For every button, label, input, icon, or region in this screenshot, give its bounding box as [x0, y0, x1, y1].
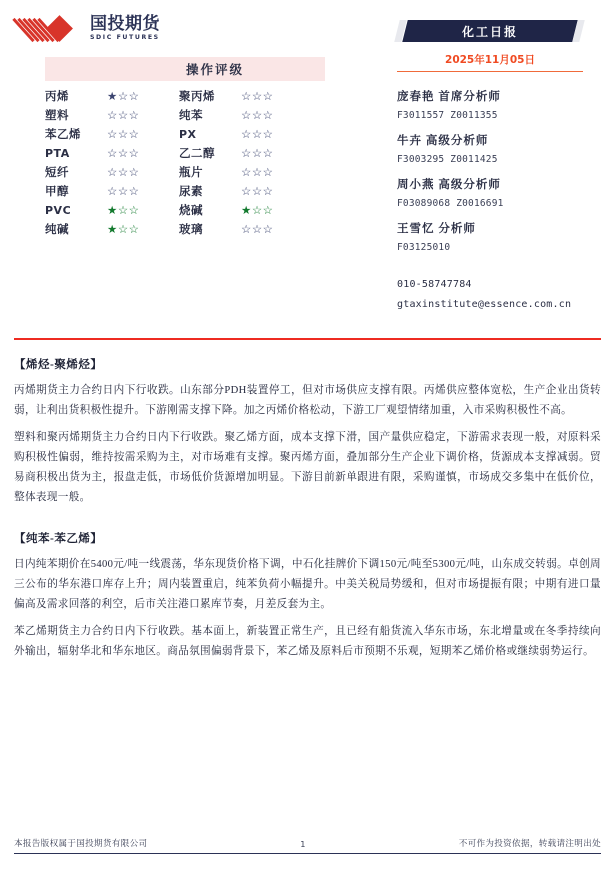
rating-label-丙烯: 丙烯 — [45, 91, 69, 103]
rating-label-玻璃: 玻璃 — [179, 224, 203, 236]
operation-rating-title-bar — [45, 57, 325, 81]
section-paragraph: 苯乙烯期货主力合约日内下行收跌。基本面上，新装置正常生产，且已经有船货流入华东市场，东北增量或在冬季持续向外输出，辐射华北和华东地区。商品氛围偏弱背景下，苯乙烯及原料后市预期不乐观，短期苯乙烯价格或继续弱势运行。 — [14, 626, 601, 657]
rating-label-纯苯: 纯苯 — [179, 110, 203, 122]
banner-title: 化工日报 — [461, 24, 518, 39]
section-paragraph: 日内纯苯期价在5400元/吨一线震荡，华东现货价格下调，中石化挂牌价下调150元/吨至5300元/吨，山东成交转弱。卓创周三公布的华东港口库存上升；周内装置重启，纯苯负荷小幅提升。中美关税局势缓和，但对市场提振有限；中期有进口量偏高及需求回落的利空，后市关注港口累库节奏，月差反套为主。 — [14, 559, 601, 610]
rating-stars-短纤: ☆☆☆ — [107, 167, 140, 179]
analyst-name: 牛卉 高级分析师 — [397, 135, 489, 147]
report-date: 2025年11月05日 — [397, 52, 583, 72]
rating-stars-PVC: ★☆☆ — [107, 205, 140, 217]
footer-page-number: 1 — [300, 839, 306, 849]
rating-label-塑料: 塑料 — [45, 110, 69, 122]
analyst-license-code: F03089068 Z0016691 — [397, 198, 504, 209]
section-heading: 【烯烃-聚烯烃】 — [14, 359, 103, 371]
rating-stars-塑料: ☆☆☆ — [107, 110, 140, 122]
report-section — [14, 356, 601, 508]
rating-stars-PTA: ☆☆☆ — [107, 148, 140, 160]
rating-label-甲醇: 甲醇 — [45, 186, 69, 198]
rating-label-PX: PX — [179, 127, 197, 141]
rating-stars-纯苯: ☆☆☆ — [241, 110, 274, 122]
report-type-banner — [397, 20, 583, 42]
rating-stars-苯乙烯: ☆☆☆ — [107, 129, 140, 141]
contact-phone[interactable]: 010-58747784 — [397, 279, 472, 290]
contact-email[interactable]: gtaxinstitute@essence.com.cn — [397, 299, 572, 310]
rating-stars-瓶片: ☆☆☆ — [241, 167, 274, 179]
analyst-list — [397, 88, 612, 310]
rating-stars-PX: ☆☆☆ — [241, 129, 274, 141]
analyst-name: 周小燕 高级分析师 — [397, 179, 501, 191]
rating-stars-聚丙烯: ☆☆☆ — [241, 91, 274, 103]
rating-stars-烧碱: ★☆☆ — [241, 205, 274, 217]
analyst-name: 王雪忆 分析师 — [397, 223, 476, 235]
report-body — [14, 356, 601, 684]
section-heading: 【纯苯-苯乙烯】 — [14, 533, 103, 545]
operation-rating-grid — [45, 88, 325, 237]
rating-label-瓶片: 瓶片 — [179, 167, 203, 179]
operation-rating-title: 操作评级 — [185, 63, 244, 77]
logo-mark-icon — [22, 16, 84, 42]
operation-rating-card — [45, 57, 325, 237]
rating-stars-甲醇: ☆☆☆ — [107, 186, 140, 198]
rating-label-纯碱: 纯碱 — [45, 224, 69, 236]
rating-label-聚丙烯: 聚丙烯 — [179, 91, 215, 103]
analyst-license-code: F3011557 Z0011355 — [397, 110, 498, 121]
rating-stars-尿素: ☆☆☆ — [241, 186, 274, 198]
logo-name-en: SDIC FUTURES — [90, 34, 160, 42]
footer-copyright: 本报告版权属于国投期货有限公司 — [14, 838, 148, 848]
footer-disclaimer: 不可作为投资依据，转载请注明出处 — [458, 838, 601, 848]
section-paragraph: 塑料和聚丙烯期货主力合约日内下行收跌。聚乙烯方面，成本支撑下滑，国产量供应稳定，下游需求表现一般，对原料采购积极性偏弱，维持按需采购为主，对市场难有支撑。聚丙烯方面，叠加部分生产企业下调价格，货源成本支撑减弱。贸易商积极出货为主，报盘走低，市场低价货源增加明显。下游目前新单跟进有限，采购谨慎，市场成交多集中在低价位，整体表现一般。 — [14, 432, 601, 503]
logo-name-cn: 国投期货 — [90, 14, 160, 35]
rating-label-烧碱: 烧碱 — [179, 205, 203, 217]
rating-stars-纯碱: ★☆☆ — [107, 224, 140, 236]
logo-text — [90, 16, 160, 41]
rating-label-PVC: PVC — [45, 203, 72, 217]
report-section — [14, 530, 601, 662]
header-divider — [14, 338, 601, 340]
analyst-license-code: F03125010 — [397, 242, 451, 253]
report-header — [0, 0, 615, 340]
analyst-name: 庞春艳 首席分析师 — [397, 91, 501, 103]
page-footer — [14, 837, 601, 854]
section-paragraph: 丙烯期货主力合约日内下行收跌。山东部分PDH装置停工，但对市场供应支撑有限。丙烯供应整体宽松，生产企业出货转弱，让利出货积极性提升。下游刚需支撑下降。加之丙烯价格松动，下游工厂观望情绪加重，入市采购积极性不高。 — [14, 385, 601, 416]
rating-stars-乙二醇: ☆☆☆ — [241, 148, 274, 160]
rating-stars-玻璃: ☆☆☆ — [241, 224, 274, 236]
company-logo — [22, 16, 160, 42]
analyst-license-code: F3003295 Z0011425 — [397, 154, 498, 165]
rating-label-PTA: PTA — [45, 146, 70, 160]
rating-stars-丙烯: ★☆☆ — [107, 91, 140, 103]
rating-label-苯乙烯: 苯乙烯 — [45, 129, 81, 141]
rating-label-乙二醇: 乙二醇 — [179, 148, 215, 160]
rating-label-短纤: 短纤 — [45, 167, 69, 179]
rating-label-尿素: 尿素 — [179, 186, 203, 198]
